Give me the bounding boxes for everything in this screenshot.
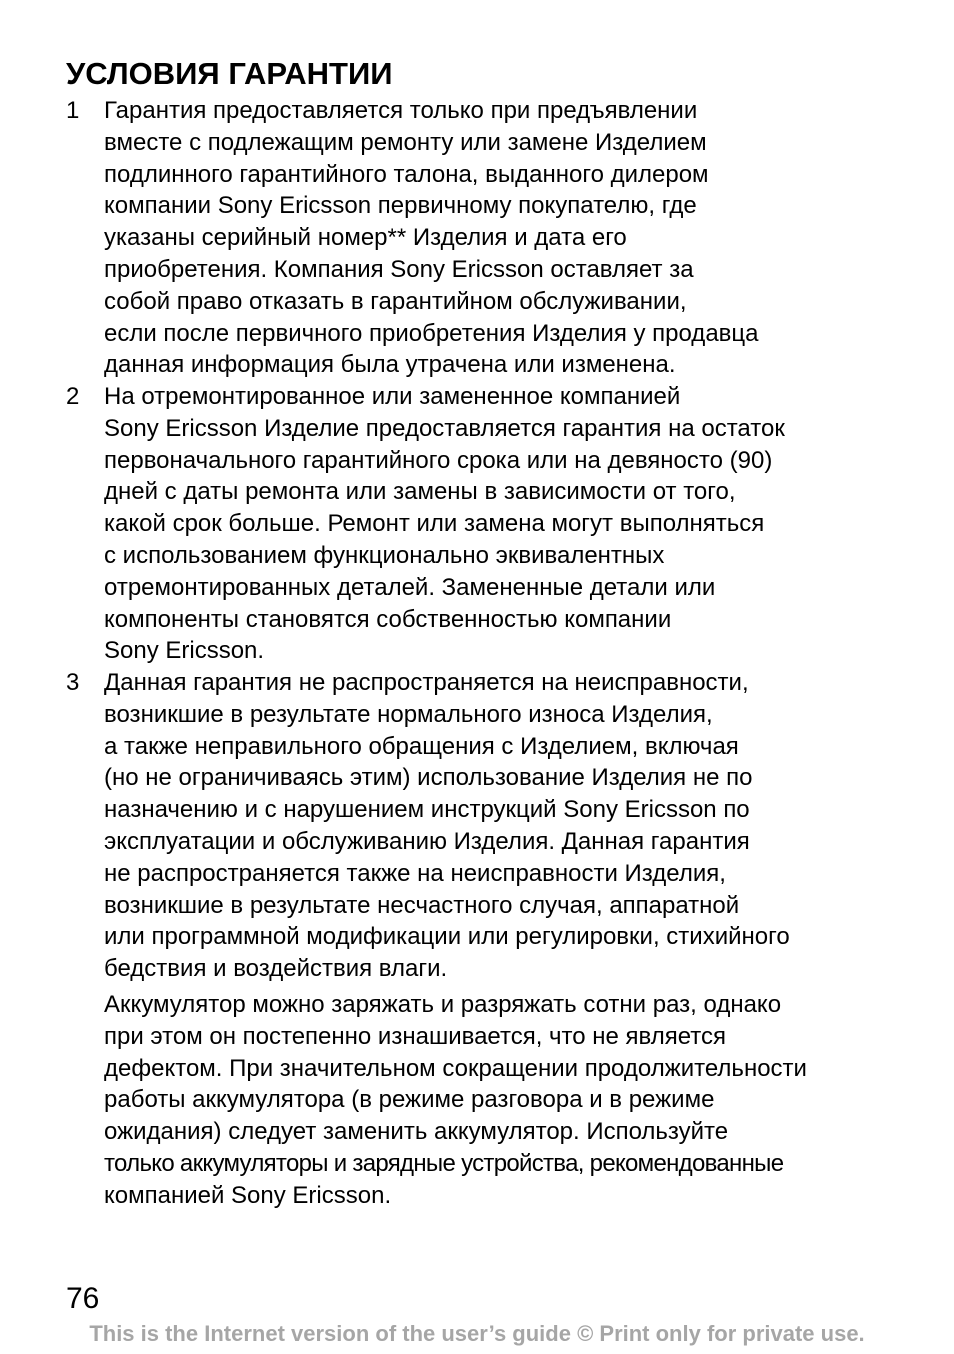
item-text (104, 667, 904, 985)
text-line: а также неправильного обращения с Изделием, включая (104, 732, 739, 760)
text-line: отремонтированных деталей. Замененные детали или (104, 573, 716, 601)
paragraph-text (104, 989, 904, 1212)
text-line: или программной модификации или регулировки, стихийного (104, 923, 790, 951)
text-line: первоначального гарантийного срока или на девяносто (90) (104, 446, 773, 474)
item-text (104, 381, 904, 667)
text-line: эксплуатации и обслуживанию Изделия. Данная гарантия (104, 827, 750, 855)
text-line: Sony Ericsson Изделие предоставляется гарантия на остаток (104, 414, 785, 442)
text-line: компоненты становятся собственностью компании (104, 605, 672, 633)
text-line: (но не ограничиваясь этим) использование Изделия не по (104, 764, 753, 792)
text-line: какой срок больше. Ремонт или замена могут выполняться (104, 510, 765, 538)
text-line: подлинного гарантийного талона, выданного дилером (104, 160, 709, 188)
text-line: бедствия и воздействия влаги. (104, 955, 448, 983)
text-line: ожидания) следует заменить аккумулятор. Используйте (104, 1118, 729, 1146)
text-line: приобретения. Компания Sony Ericsson оставляет за (104, 255, 694, 283)
text-line: компанией Sony Ericsson. (104, 1181, 392, 1209)
text-line: работы аккумулятора (в режиме разговора и в режиме (104, 1086, 715, 1114)
text-line: вместе с подлежащим ремонту или замене Изделием (104, 128, 707, 156)
text-line: с использованием функционально эквивалентных (104, 541, 665, 569)
item-number: 1 (66, 97, 80, 124)
text-line: Гарантия предоставляется только при предъявлении (104, 97, 698, 124)
text-line: при этом он постепенно изнашивается, что не является (104, 1022, 727, 1050)
text-line: указаны серийный номер** Изделия и дата его (104, 224, 627, 252)
text-line: собой право отказать в гарантийном обслуживании, (104, 287, 687, 315)
text-line: Sony Ericsson. (104, 637, 265, 665)
page-number: 76 (66, 1282, 100, 1315)
item-number: 2 (66, 383, 80, 410)
text-line: дней с даты ремонта или замены в зависимости от того, (104, 478, 736, 506)
text-line: возникшие в результате несчастного случая, аппаратной (104, 891, 740, 919)
item-number: 3 (66, 669, 80, 696)
text-line: возникшие в результате нормального износа Изделия, (104, 700, 713, 728)
footer-notice: This is the Internet version of the user’s guide © Print only for private use. (89, 1321, 865, 1346)
text-line: дефектом. При значительном сокращении продолжительности (104, 1054, 807, 1082)
text-line: назначению и с нарушением инструкций Sony Ericsson по (104, 796, 750, 824)
text-line: только аккумуляторы и зарядные устройства, рекомендованные (104, 1149, 784, 1177)
text-line: Данная гарантия не распространяется на неисправности, (104, 669, 749, 696)
text-line: На отремонтированное или замененное компанией (104, 383, 681, 410)
text-line: не распространяется также на неисправности Изделия, (104, 859, 726, 887)
text-line: компании Sony Ericsson первичному покупателю, где (104, 192, 697, 220)
page-title: УСЛОВИЯ ГАРАНТИИ (66, 56, 393, 91)
text-line: Аккумулятор можно заряжать и разряжать сотни раз, однако (104, 991, 782, 1018)
text-line: если после первичного приобретения Изделия у продавца (104, 319, 759, 347)
item-text (104, 95, 904, 381)
text-line: данная информация была утрачена или изменена. (104, 351, 676, 379)
